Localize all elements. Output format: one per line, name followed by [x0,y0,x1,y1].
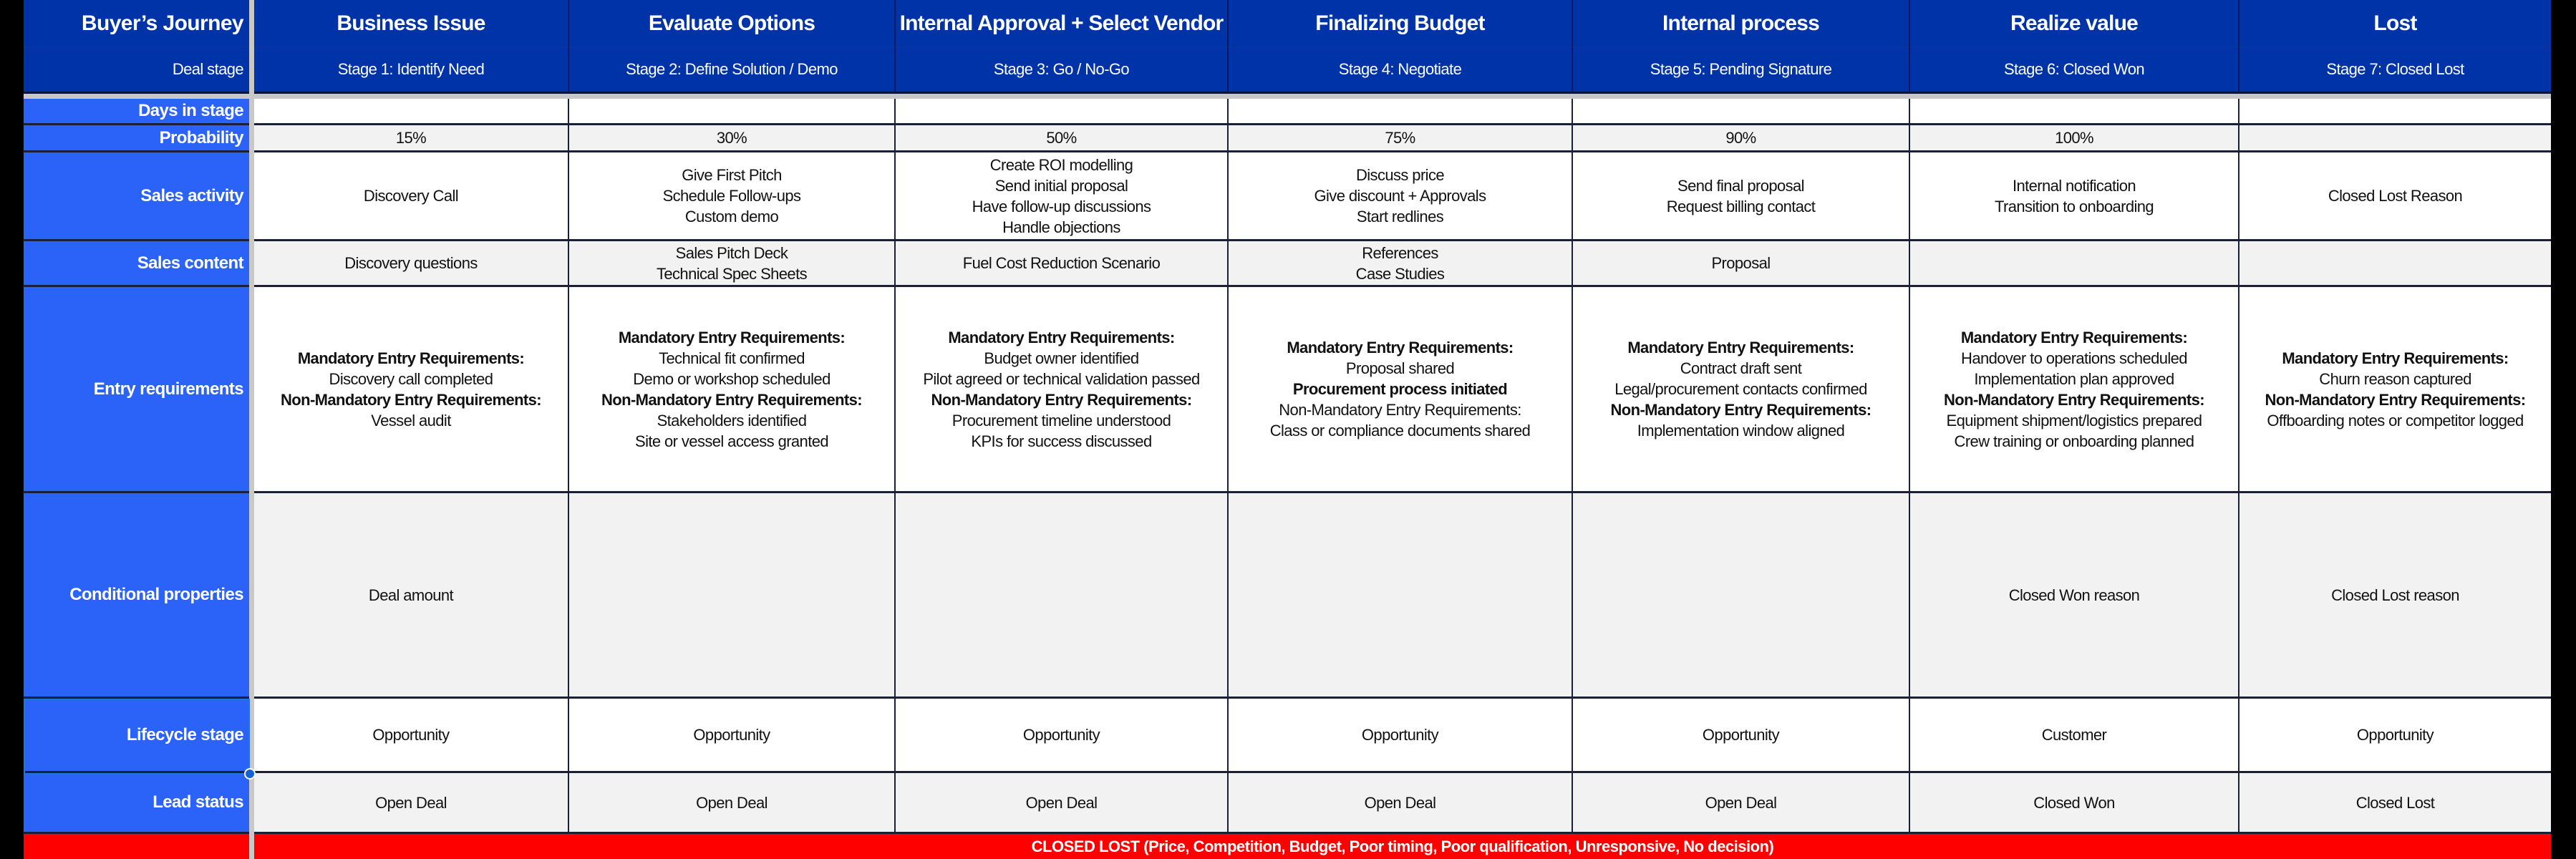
cell-line-heading: Mandatory Entry Requirements: [618,328,846,346]
cell-lead[interactable] [1229,773,1573,834]
cell-line: References [1362,243,1438,262]
cell-line-heading: Non-Mandatory Entry Requirements: [1943,390,2205,409]
cell-activity[interactable] [254,152,569,241]
cell-content[interactable] [569,241,896,287]
cell-lead[interactable] [2240,773,2551,834]
cell-conditional[interactable] [1573,493,1910,699]
cell-line: Schedule Follow-ups [662,187,801,205]
column-deal-stage[interactable]: Stage 1: Identify Need [254,47,569,94]
cell-line: Create ROI modelling [989,155,1133,174]
cell-entry[interactable] [1910,287,2240,493]
cell-value: Open Deal [1364,793,1436,812]
cell-days[interactable] [896,99,1229,125]
cell-lifecycle[interactable] [1229,699,1573,773]
cell-line-heading: Mandatory Entry Requirements: [1627,339,1854,356]
cell-activity[interactable] [896,152,1229,241]
cell-line: Class or compliance documents shared [1269,422,1531,440]
cell-lead[interactable] [896,773,1229,834]
cell-activity[interactable] [1573,152,1910,241]
cell-conditional[interactable] [254,493,569,699]
cell-lead[interactable] [254,773,569,834]
cell-entry[interactable] [1229,287,1573,493]
cell-line: Implementation plan approved [1974,369,2174,388]
cell-line: Implementation window aligned [1637,422,1845,440]
cell-content[interactable] [254,241,569,287]
row-label-lead[interactable]: Lead status [24,773,249,834]
cell-line: Technical fit confirmed [659,349,805,367]
cell-value: Open Deal [1025,793,1098,812]
column-title[interactable]: Finalizing Budget [1229,0,1573,47]
cell-conditional[interactable] [896,493,1229,699]
cell-days[interactable] [1910,99,2240,125]
cell-value: Opportunity [1022,726,1100,744]
column-deal-stage[interactable]: Stage 3: Go / No-Go [896,47,1229,94]
cell-line: Procurement timeline understood [952,411,1171,430]
cell-probability[interactable] [1573,125,1910,152]
frozen-column-divider[interactable] [249,0,254,859]
column-title[interactable]: Internal process [1573,0,1910,47]
cell-line: Technical Spec Sheets [657,264,807,283]
cell-days[interactable] [2240,99,2551,125]
cell-line: Handover to operations scheduled [1961,349,2187,367]
cell-line-heading: Non-Mandatory Entry Requirements: [2265,390,2526,409]
cell-line: Send final proposal [1677,176,1804,195]
cell-days[interactable] [1229,99,1573,125]
column-title[interactable]: Realize value [1910,0,2240,47]
row-label-content[interactable]: Sales content [24,241,249,287]
cell-line: Have follow-up discussions [972,197,1151,215]
cell-line: Pilot agreed or technical validation passed [923,369,1200,388]
cell-line: Legal/procurement contacts confirmed [1614,380,1867,398]
column-deal-stage[interactable]: Stage 7: Closed Lost [2240,47,2551,94]
row-label-activity[interactable]: Sales activity [24,152,249,241]
row-label-probability[interactable]: Probability [24,125,249,152]
cell-probability[interactable] [254,125,569,152]
cell-entry[interactable] [569,287,896,493]
cell-line: Closed Lost Reason [2328,187,2463,205]
divider-junction [249,94,254,99]
cell-value: 15% [395,129,427,147]
cell-probability[interactable] [569,125,896,152]
cell-line: Discuss price [1355,166,1444,184]
cell-lead[interactable] [569,773,896,834]
corner-title: Buyer’s Journey [24,0,249,47]
cell-line: Crew training or onboarding planned [1954,432,2194,450]
cell-days[interactable] [569,99,896,125]
column-deal-stage[interactable]: Stage 5: Pending Signature [1573,47,1910,94]
corner-subtitle: Deal stage [24,47,249,94]
cell-value: 30% [716,129,747,147]
cell-line: Site or vessel access granted [635,432,828,450]
cell-lead[interactable] [1573,773,1910,834]
cell-line: Contract draft sent [1680,359,1802,377]
cell-line: Fuel Cost Reduction Scenario [962,254,1161,272]
cell-value: Open Deal [1705,793,1777,812]
cell-line: Transition to onboarding [1994,197,2154,215]
cell-line-heading: Mandatory Entry Requirements: [297,349,525,367]
cell-lifecycle[interactable] [2240,699,2551,773]
cell-line: Internal notification [2012,176,2136,195]
cell-entry[interactable] [2240,287,2551,493]
cell-value: 100% [2055,129,2093,147]
column-deal-stage[interactable]: Stage 2: Define Solution / Demo [569,47,896,94]
cell-line: Proposal [1711,254,1771,272]
frozen-row-divider[interactable] [24,94,2551,99]
cell-conditional[interactable] [1910,493,2240,699]
closed-lost-banner[interactable]: CLOSED LOST (Price, Competition, Budget, Poor timing, Poor qualification, Unresponsive, No decision) [254,834,2551,859]
cell-entry[interactable] [254,287,569,493]
cell-value: Closed Lost [2355,793,2435,812]
cell-line: Stakeholders identified [657,411,807,430]
cell-value: Deal amount [368,586,454,604]
cell-line: Start redlines [1356,208,1444,225]
cell-value: 75% [1385,129,1415,147]
cell-value: Opportunity [1702,726,1780,744]
cell-line-heading: Non-Mandatory Entry Requirements: [1610,401,1872,419]
cell-line: Proposal shared [1345,359,1455,377]
closed-lost-label-bar [24,834,249,859]
cell-line: Handle objections [1002,218,1120,236]
cell-value: Opportunity [2356,726,2434,744]
row-label-entry[interactable]: Entry requirements [24,287,249,493]
cell-lifecycle[interactable] [896,699,1229,773]
cell-line-heading: Non-Mandatory Entry Requirements: [280,390,542,409]
cell-lifecycle[interactable] [254,699,569,773]
cell-content[interactable] [1229,241,1573,287]
fill-handle-icon[interactable] [244,768,256,780]
cell-line: Offboarding notes or competitor logged [2267,411,2524,430]
cell-conditional[interactable] [569,493,896,699]
cell-conditional[interactable] [2240,493,2551,699]
cell-line: Budget owner identified [984,349,1139,367]
cell-line-heading: Non-Mandatory Entry Requirements: [931,390,1192,409]
column-title[interactable]: Business Issue [254,0,569,47]
cell-line-heading: Mandatory Entry Requirements: [2282,349,2509,367]
cell-line: Custom demo [684,208,779,225]
cell-value: Closed Lost reason [2331,586,2459,604]
row-label-lifecycle[interactable]: Lifecycle stage [24,699,249,773]
cell-line: Discovery call completed [329,369,493,388]
cell-lifecycle[interactable] [1910,699,2240,773]
cell-activity[interactable] [2240,152,2551,241]
cell-line: Equipment shipment/logistics prepared [1946,411,2202,430]
column-title[interactable]: Lost [2240,0,2551,47]
cell-days[interactable] [1573,99,1910,125]
cell-line-heading: Mandatory Entry Requirements: [1960,328,2188,346]
cell-value: Closed Won [2033,793,2115,812]
cell-activity[interactable] [569,152,896,241]
cell-line: Give discount + Approvals [1314,187,1486,205]
cell-value: Opportunity [372,726,450,744]
column-deal-stage[interactable]: Stage 6: Closed Won [1910,47,2240,94]
cell-line: Demo or workshop scheduled [633,369,831,388]
cell-line: KPIs for success discussed [971,432,1152,450]
cell-activity[interactable] [1229,152,1573,241]
cell-line: Non-Mandatory Entry Requirements: [1279,401,1521,419]
column-title[interactable]: Internal Approval + Select Vendor [896,0,1229,47]
row-label-conditional[interactable]: Conditional properties [24,493,249,699]
cell-lifecycle[interactable] [1573,699,1910,773]
cell-line: Discovery Call [363,187,459,205]
cell-line-heading: Mandatory Entry Requirements: [948,328,1175,346]
cell-line-heading: Mandatory Entry Requirements: [1287,339,1514,356]
cell-line: Request billing contact [1666,197,1816,215]
cell-days[interactable] [254,99,569,125]
cell-line: Sales Pitch Deck [675,243,788,262]
cell-value: 50% [1046,129,1077,147]
cell-line: Vessel audit [371,411,451,430]
cell-line-heading: Non-Mandatory Entry Requirements: [601,390,863,409]
cell-value: Opportunity [693,726,770,744]
cell-lifecycle[interactable] [569,699,896,773]
cell-value: Closed Won reason [2008,586,2140,604]
cell-activity[interactable] [1910,152,2240,241]
column-deal-stage[interactable]: Stage 4: Negotiate [1229,47,1573,94]
cell-probability[interactable] [1229,125,1573,152]
row-label-days[interactable]: Days in stage [24,99,249,125]
cell-line: Churn reason captured [2319,369,2471,388]
cell-lead[interactable] [1910,773,2240,834]
cell-content[interactable] [1573,241,1910,287]
cell-content[interactable] [1910,241,2240,287]
cell-line: Case Studies [1355,264,1445,283]
cell-line: Send initial proposal [994,176,1128,195]
cell-line: Give First Pitch [682,166,782,184]
cell-content[interactable] [896,241,1229,287]
cell-value: Open Deal [696,793,768,812]
cell-entry[interactable] [896,287,1229,493]
cell-value: Opportunity [1361,726,1439,744]
cell-conditional[interactable] [1229,493,1573,699]
cell-probability[interactable] [896,125,1229,152]
cell-value: 90% [1725,129,1756,147]
column-title[interactable]: Evaluate Options [569,0,896,47]
cell-line-heading: Procurement process initiated [1292,380,1508,398]
cell-line: Discovery questions [344,254,478,272]
cell-probability[interactable] [1910,125,2240,152]
cell-value: Customer [2041,726,2107,744]
cell-value: Open Deal [375,793,447,812]
cell-probability[interactable] [2240,125,2551,152]
cell-content[interactable] [2240,241,2551,287]
cell-entry[interactable] [1573,287,1910,493]
